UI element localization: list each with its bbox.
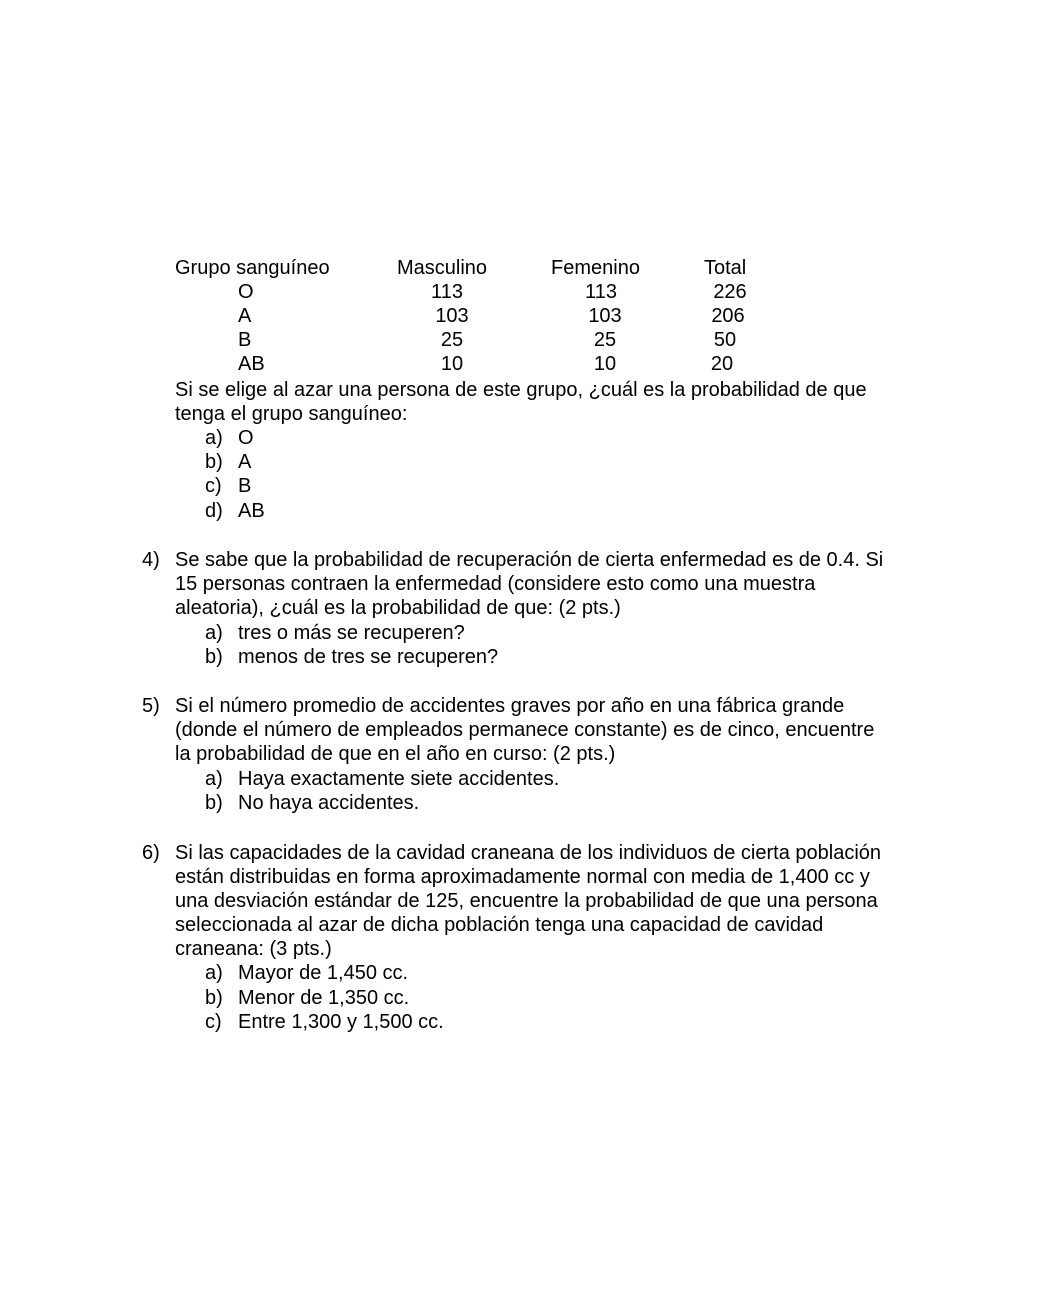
option-letter: b) bbox=[205, 987, 223, 1009]
option-letter: c) bbox=[205, 475, 222, 497]
option-letter: c) bbox=[205, 1011, 222, 1033]
question-5-number: 5) bbox=[142, 695, 160, 717]
table-cell-group: B bbox=[238, 329, 252, 351]
option-letter: a) bbox=[205, 962, 223, 984]
question-5-stem-line: (donde el número de empleados permanece constante) es de cinco, encuentre bbox=[175, 719, 875, 741]
table-cell-total: 20 bbox=[710, 353, 734, 375]
option-text: AB bbox=[238, 500, 265, 522]
table-cell-femenino: 10 bbox=[593, 353, 617, 375]
question-6-stem-line: Si las capacidades de la cavidad craneana de los individuos de cierta población bbox=[175, 842, 882, 864]
option-letter: a) bbox=[205, 622, 223, 644]
option-text: Entre 1,300 y 1,500 cc. bbox=[238, 1011, 444, 1033]
option-text: O bbox=[238, 427, 254, 449]
table-cell-total: 50 bbox=[713, 329, 737, 351]
table-header-femenino: Femenino bbox=[551, 257, 640, 279]
question-4-number: 4) bbox=[142, 549, 160, 571]
table-header-group: Grupo sanguíneo bbox=[175, 257, 330, 279]
option-text: Haya exactamente siete accidentes. bbox=[238, 768, 560, 790]
question-3-stem-line: Si se elige al azar una persona de este grupo, ¿cuál es la probabilidad de que bbox=[175, 379, 867, 401]
option-letter: b) bbox=[205, 451, 223, 473]
table-cell-femenino: 113 bbox=[585, 281, 617, 303]
question-6-number: 6) bbox=[142, 842, 160, 864]
option-text: B bbox=[238, 475, 252, 497]
question-6-stem-line: una desviación estándar de 125, encuentre la probabilidad de que una persona bbox=[175, 890, 878, 912]
table-cell-masculino: 103 bbox=[435, 305, 469, 327]
question-4-stem-line: Se sabe que la probabilidad de recuperación de cierta enfermedad es de 0.4. Si bbox=[175, 549, 884, 571]
table-cell-femenino: 25 bbox=[593, 329, 617, 351]
question-3-stem-line: tenga el grupo sanguíneo: bbox=[175, 403, 408, 425]
option-letter: b) bbox=[205, 792, 223, 814]
table-cell-masculino: 10 bbox=[440, 353, 464, 375]
question-5-stem-line: Si el número promedio de accidentes graves por año en una fábrica grande bbox=[175, 695, 845, 717]
table-cell-masculino: 113 bbox=[431, 281, 463, 303]
question-6-stem-line: seleccionada al azar de dicha población tenga una capacidad de cavidad bbox=[175, 914, 824, 936]
table-cell-femenino: 103 bbox=[588, 305, 622, 327]
option-letter: b) bbox=[205, 646, 223, 668]
question-6-stem-line: craneana: (3 pts.) bbox=[175, 938, 332, 960]
option-letter: a) bbox=[205, 427, 223, 449]
table-cell-total: 226 bbox=[713, 281, 747, 303]
question-4-stem-line: 15 personas contraen la enfermedad (considere esto como una muestra bbox=[175, 573, 816, 595]
table-cell-total: 206 bbox=[711, 305, 745, 327]
option-letter: a) bbox=[205, 768, 223, 790]
question-6-stem-line: están distribuidas en forma aproximadamente normal con media de 1,400 cc y bbox=[175, 866, 870, 888]
option-text: menos de tres se recuperen? bbox=[238, 646, 499, 668]
question-4-stem-line: aleatoria), ¿cuál es la probabilidad de que: (2 pts.) bbox=[175, 597, 621, 619]
table-cell-group: O bbox=[238, 281, 254, 303]
option-text: No haya accidentes. bbox=[238, 792, 420, 814]
table-header-total: Total bbox=[704, 257, 747, 279]
option-text: Mayor de 1,450 cc. bbox=[238, 962, 409, 984]
option-text: tres o más se recuperen? bbox=[238, 622, 465, 644]
question-5-stem-line: la probabilidad de que en el año en curso: (2 pts.) bbox=[175, 743, 616, 765]
option-text: Menor de 1,350 cc. bbox=[238, 987, 410, 1009]
table-cell-group: AB bbox=[238, 353, 265, 375]
table-cell-group: A bbox=[238, 305, 252, 327]
table-cell-masculino: 25 bbox=[440, 329, 464, 351]
table-header-masculino: Masculino bbox=[397, 257, 488, 279]
option-text: A bbox=[238, 451, 252, 473]
option-letter: d) bbox=[205, 500, 223, 522]
